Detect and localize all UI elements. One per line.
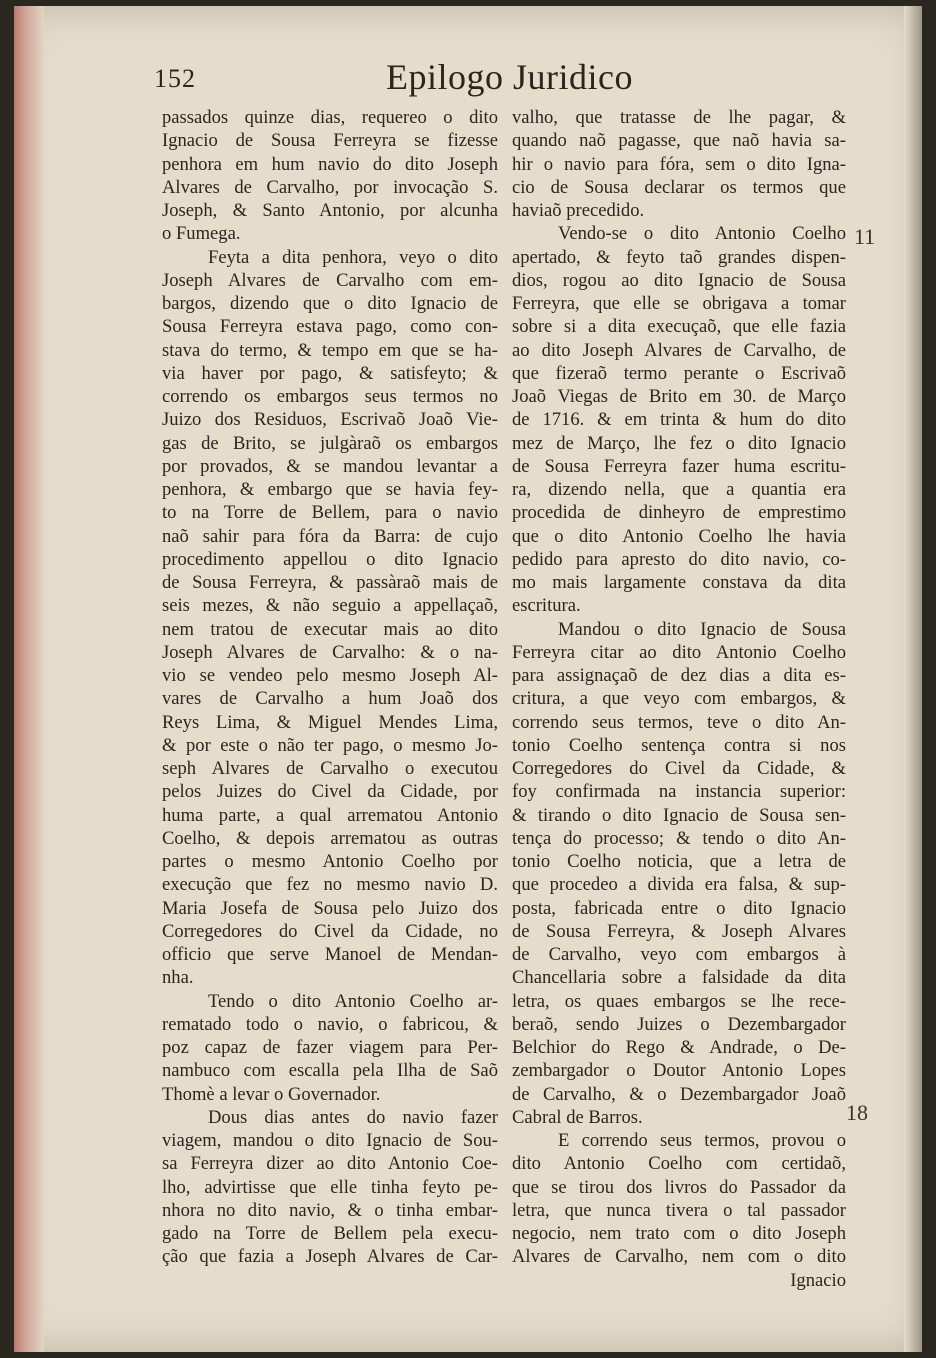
text-line: Joseph Alvares de Carvalho: & o na-	[162, 641, 498, 663]
text-line: para assignaçaõ de dez dias a dita es-	[512, 665, 846, 686]
text-line: mo mais largamente constava da dita	[512, 572, 846, 593]
text-line: ção que fazia a Joseph Alvares de Car-	[162, 1246, 498, 1268]
text-line: gas de Brito, se julgàraõ os embargos	[162, 432, 498, 454]
text-line: Juizo dos Residuos, Escrivaõ Joaõ Vie-	[162, 409, 498, 431]
text-line: officio que serve Manoel de Mendan-	[162, 944, 498, 965]
text-line: pedido para apresto do dito navio, co-	[512, 548, 846, 570]
page-header	[14, 54, 922, 106]
text-line: Ignacio de Sousa Ferreyra se fizesse	[162, 130, 498, 152]
text-line: rematado todo o navio, o fabricou, &	[162, 1013, 498, 1035]
paragraph-start: Vendo-se o dito Antonio Coelho	[558, 223, 846, 245]
text-line: penhora, & embargo que se havia fey-	[162, 479, 498, 500]
text-line: seis mezes, & não seguio a appellaçaõ,	[162, 595, 498, 617]
text-line: Chancellaria sobre a falsidade da dita	[512, 967, 846, 989]
text-line: que se tirou dos livros do Passador da	[512, 1176, 846, 1198]
text-line: de Carvalho, veyo com embargos à	[512, 944, 846, 965]
book-page	[14, 6, 922, 1352]
text-line: Ferreyra citar ao dito Antonio Coelho	[512, 641, 846, 663]
text-line: procedimento appellou o dito Ignacio	[162, 548, 498, 570]
text-line: beraõ, sendo Juizes o Dezembargador	[512, 1013, 846, 1035]
text-line: nha.	[162, 967, 194, 989]
text-line: letra, que nunca tivera o tal passador	[512, 1199, 846, 1221]
text-line: que o dito Antonio Coelho lhe havia	[512, 525, 846, 547]
text-line: sobre si a dita execuçaõ, que elle fazia	[512, 316, 846, 338]
text-line: viagem, mandou o dito Ignacio de Sou-	[162, 1130, 498, 1151]
text-line: de Sousa Ferreyra, & passàraõ mais de	[162, 572, 498, 593]
paragraph-start: Tendo o dito Antonio Coelho ar-	[208, 990, 498, 1012]
text-line: apertado, & feyto taõ grandes dispen-	[512, 246, 846, 268]
text-line: passados quinze dias, requereo o dito	[162, 107, 498, 128]
text-line: valho, que tratasse de lhe pagar, &	[512, 107, 846, 128]
text-line: partes o mesmo Antonio Coelho por	[162, 851, 498, 872]
page-number: 152	[154, 64, 196, 93]
text-line: cio de Sousa declarar os termos que	[512, 176, 846, 198]
text-line: mez de Março, lhe fez o dito Ignacio	[512, 432, 846, 454]
page-gutter	[14, 6, 44, 1352]
text-line: foy confirmada na instancia superior:	[512, 781, 846, 803]
catchword: Ignacio	[790, 1269, 846, 1291]
text-line: Belchior do Rego & Andrade, o De-	[512, 1037, 846, 1058]
text-line: que procedeo a divida era falsa, & sup-	[512, 874, 846, 896]
margin-number: 18	[846, 1100, 868, 1125]
text-line: Corregedores do Civel da Cidade, &	[512, 758, 846, 779]
text-line: bargos, dizendo que o dito Ignacio de	[162, 293, 498, 314]
text-line: pelos Juizes do Civel da Cidade, por	[162, 781, 498, 803]
left-column	[162, 106, 498, 1269]
text-line: escritura.	[512, 595, 581, 617]
text-line: nambuco com escalla pela Ilha de Saõ	[162, 1060, 498, 1082]
text-line: & tirando o dito Ignacio de Sousa sen-	[512, 804, 846, 826]
text-line: Thomè a levar o Governador.	[162, 1083, 381, 1105]
text-line: critura, a que veyo com embargos, &	[512, 688, 846, 710]
text-line: procedida de dinheyro de emprestimo	[512, 502, 846, 524]
text-line: de Carvalho, & o Dezembargador Joaõ	[512, 1083, 846, 1105]
page-edge	[904, 6, 922, 1352]
text-line: seph Alvares de Carvalho o executou	[162, 758, 498, 779]
text-line: letra, os quaes embargos se lhe rece-	[512, 990, 846, 1012]
text-line: de 1716. & em trinta & hum do dito	[512, 409, 846, 431]
text-line: sa Ferreyra dizer ao dito Antonio Coe-	[162, 1153, 498, 1175]
text-line: ao dito Joseph Alvares de Carvalho, de	[512, 339, 846, 361]
text-line: negocio, nem trato com o dito Joseph	[512, 1223, 846, 1244]
text-line: Joaõ Viegas de Brito em 30. de Março	[512, 386, 846, 407]
text-line: Reys Lima, & Miguel Mendes Lima,	[162, 711, 498, 733]
text-line: Alvares de Carvalho, nem com o dito	[512, 1246, 846, 1268]
text-line: poz capaz de fazer viagem para Per-	[162, 1037, 498, 1058]
text-line: zembargador o Doutor Antonio Lopes	[512, 1060, 846, 1082]
text-line: quando naõ pagasse, que naõ havia sa-	[512, 130, 846, 152]
margin-number: 11	[854, 224, 876, 249]
text-line: dito Antonio Coelho com certidaõ,	[512, 1153, 846, 1175]
text-line: hir o navio para fóra, sem o dito Igna-	[512, 153, 846, 175]
text-line: o Fumega.	[162, 223, 241, 245]
text-line: Sousa Ferreyra estava pago, como con-	[162, 316, 498, 338]
text-line: Joseph Alvares de Carvalho com em-	[162, 269, 498, 291]
text-line: tonio Coelho sentença contra si nos	[512, 734, 846, 756]
text-line: que fizeraõ termo perante o Escrivaõ	[512, 362, 846, 384]
text-line: Cabral de Barros.	[512, 1106, 643, 1128]
text-line: Coelho, & depois arrematou as outras	[162, 827, 498, 849]
text-line: Joseph, & Santo Antonio, por alcunha	[162, 200, 498, 221]
text-line: Maria Josefa de Sousa pelo Juizo dos	[162, 897, 498, 919]
text-line: Ferreyra, que elle se obrigava a tomar	[512, 293, 846, 314]
paragraph-start: Feyta a dita penhora, veyo o dito	[208, 246, 498, 268]
text-line: vares de Carvalho a hum Joaõ dos	[162, 688, 498, 710]
paragraph-start: E correndo seus termos, provou o	[558, 1130, 846, 1151]
text-line: ra, dizendo nella, que a quantia era	[512, 479, 846, 500]
text-line: stava do termo, & tempo em que se ha-	[162, 339, 498, 361]
text-line: Corregedores do Civel da Cidade, no	[162, 920, 498, 942]
text-line: de Sousa Ferreyra, & Joseph Alvares	[512, 920, 846, 942]
text-line: via haver por pago, & satisfeyto; &	[162, 362, 498, 384]
paragraph-start: Dous dias antes do navio fazer	[208, 1106, 498, 1128]
text-line: tença do processo; & tendo o dito An-	[512, 827, 846, 849]
text-line: nhora no dito navio, & o tinha embar-	[162, 1199, 498, 1221]
text-line: huma parte, a qual arrematou Antonio	[162, 804, 498, 826]
text-line: lho, advirtisse que elle tinha feyto pe-	[162, 1176, 498, 1198]
text-line: Alvares de Carvalho, por invocação S.	[162, 176, 498, 198]
text-line: naõ sahir para fóra da Barra: de cujo	[162, 525, 498, 547]
text-line: de Sousa Ferreyra fazer huma escritu-	[512, 455, 846, 477]
running-title: Epilogo Juridico	[386, 57, 633, 97]
text-line: to na Torre de Bellem, para o navio	[162, 502, 498, 524]
text-line: dios, rogou ao dito Ignacio de Sousa	[512, 269, 846, 291]
text-line: nem tratou de executar mais ao dito	[162, 618, 498, 640]
text-line: correndo seus termos, teve o dito An-	[512, 711, 846, 733]
text-line: por provados, & se mandou levantar a	[162, 455, 498, 477]
text-line: tonio Coelho noticia, que a letra de	[512, 851, 846, 872]
text-line: gado na Torre de Bellem pela execu-	[162, 1223, 498, 1244]
right-column	[512, 106, 846, 1292]
text-line: posta, fabricada entre o dito Ignacio	[512, 897, 846, 919]
text-line: correndo os embargos seus termos no	[162, 386, 498, 407]
text-line: execução que fez no mesmo navio D.	[162, 874, 498, 896]
paragraph-start: Mandou o dito Ignacio de Sousa	[558, 618, 846, 640]
text-line: penhora em hum navio do dito Joseph	[162, 153, 498, 175]
text-line: vio se vendeo pelo mesmo Joseph Al-	[162, 665, 498, 686]
text-line: & por este o não ter pago, o mesmo Jo-	[162, 734, 498, 756]
text-line: haviaõ precedido.	[512, 200, 645, 221]
